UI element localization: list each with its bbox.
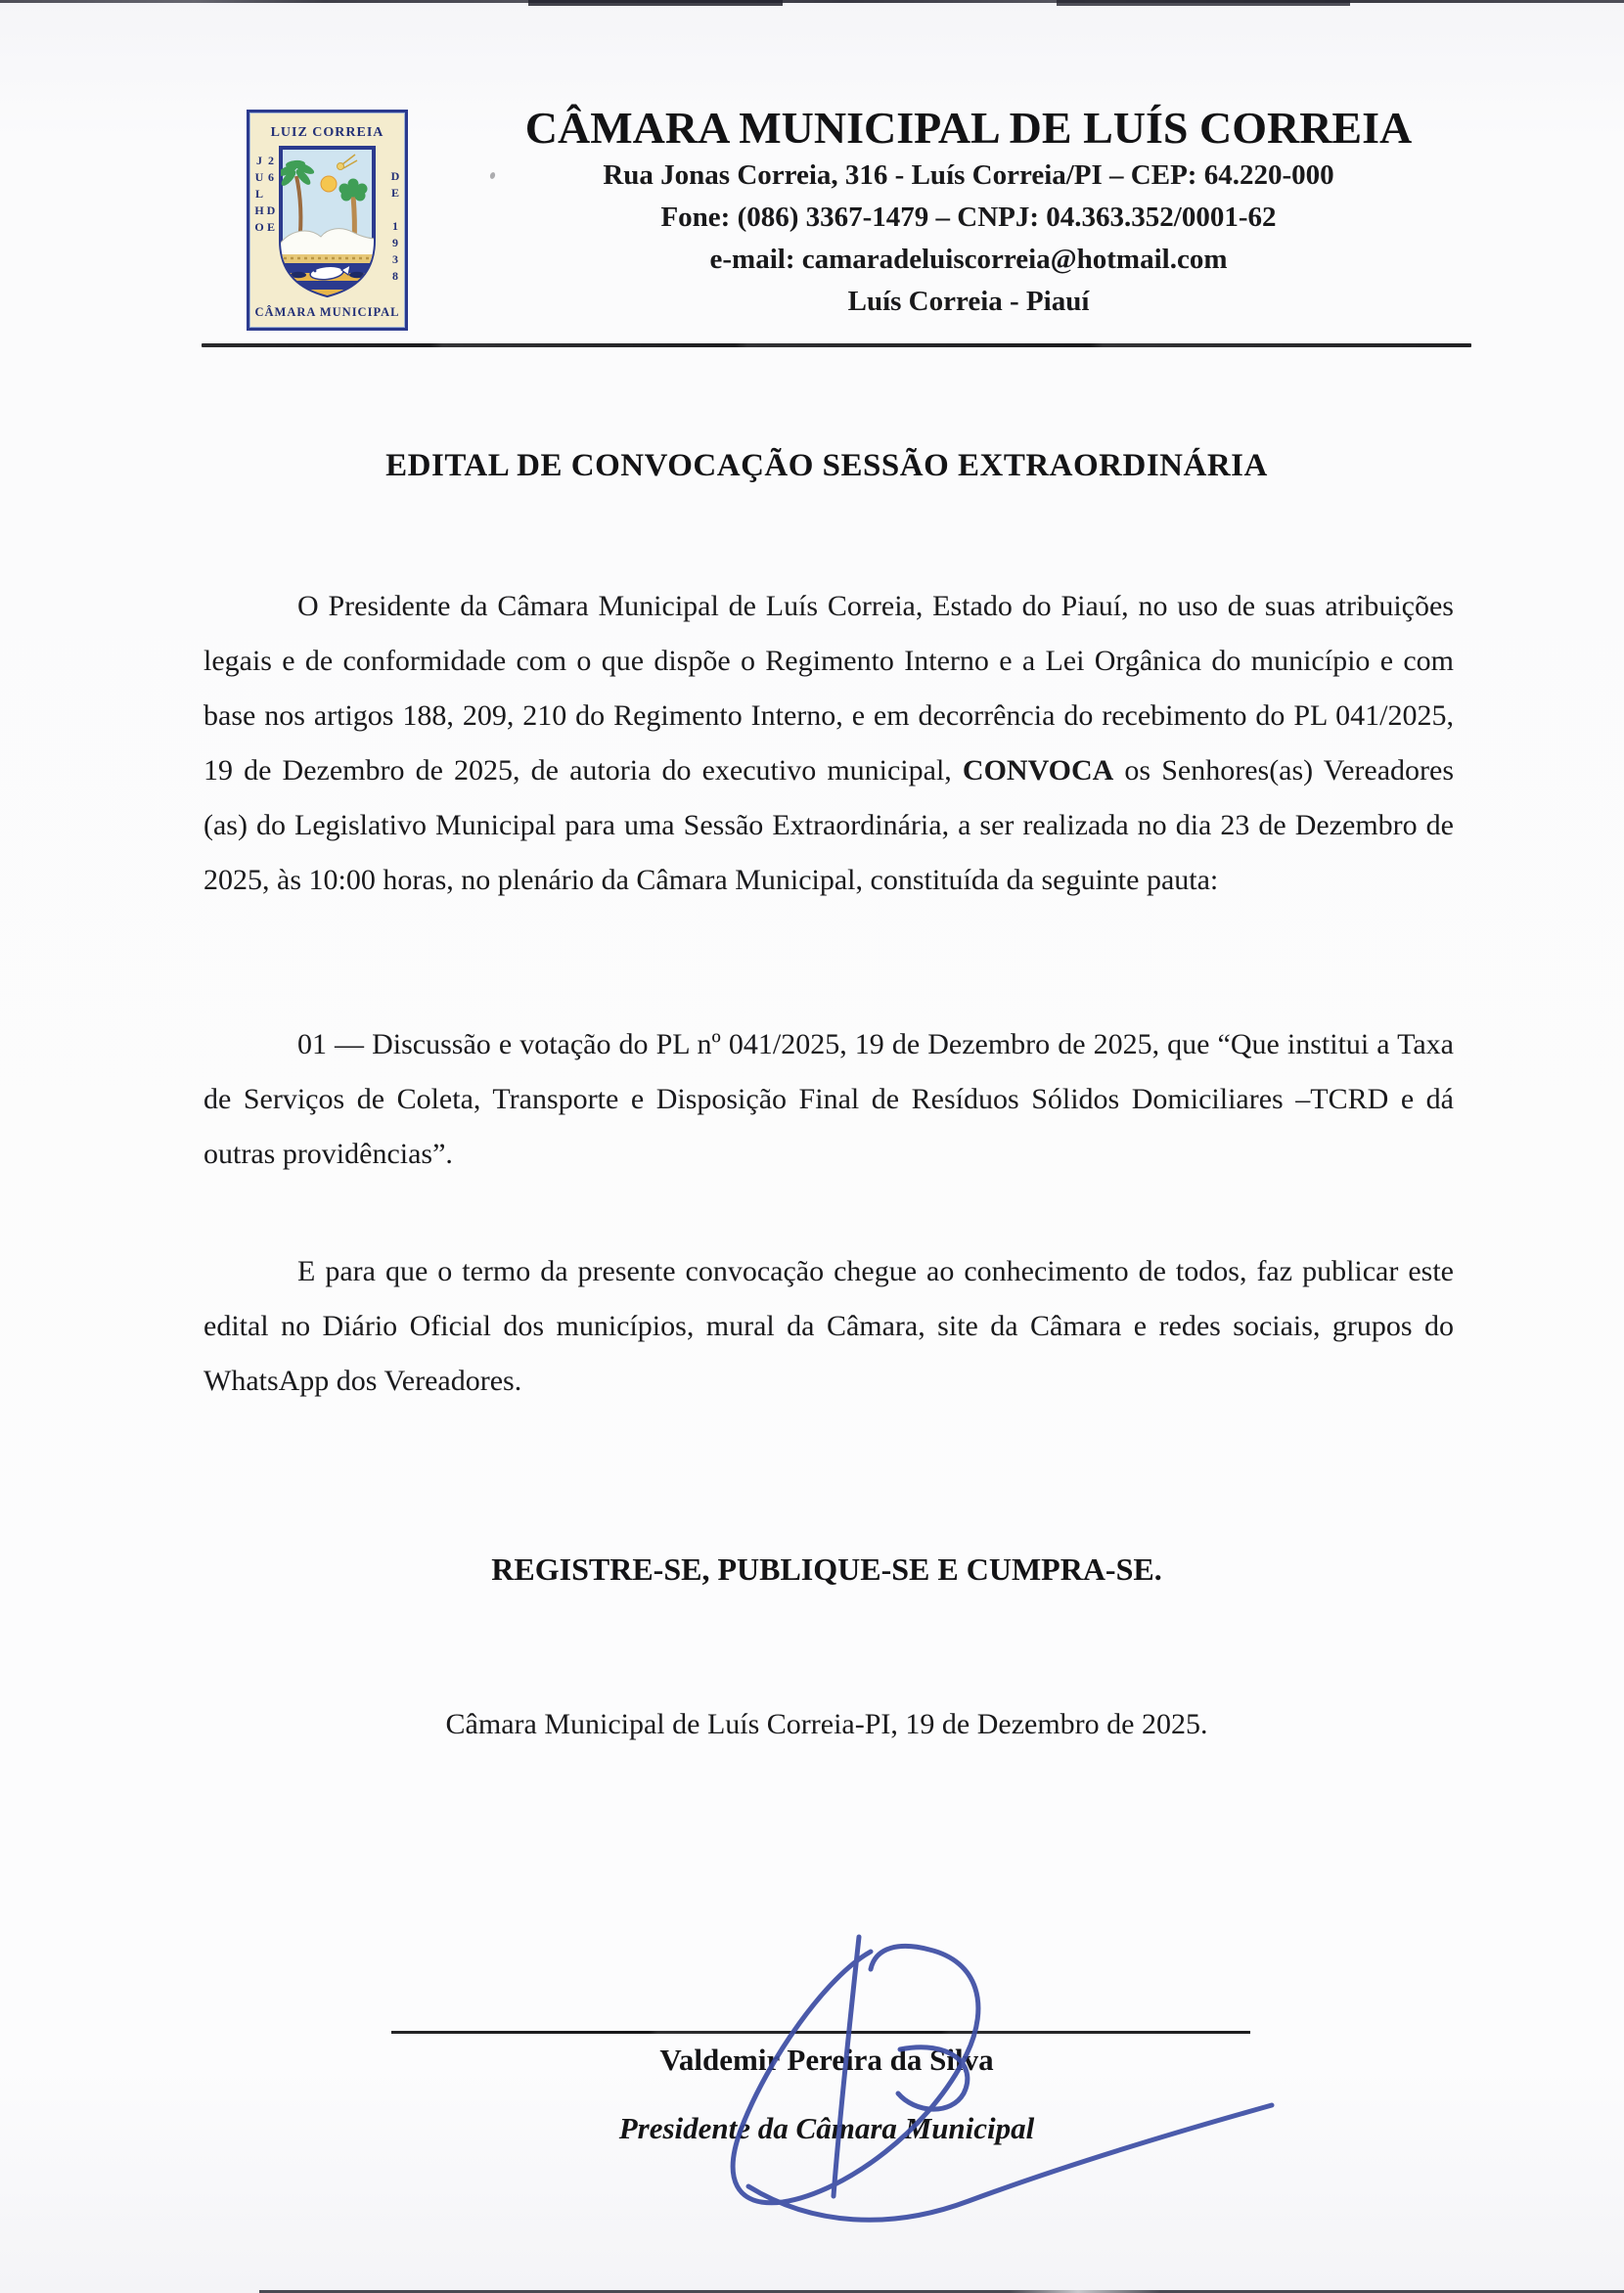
letterhead <box>411 102 1526 323</box>
municipal-seal <box>247 110 408 331</box>
signature-line <box>391 2031 1250 2034</box>
date-line: Câmara Municipal de Luís Correia-PI, 19 de Dezembro de 2025. <box>445 1708 1208 1740</box>
signatory-name: Valdemir Pereira da Silva <box>659 2043 994 2077</box>
org-phone-cnpj: Fone: (086) 3367-1479 – CNPJ: 04.363.352/0001-62 <box>660 202 1277 233</box>
order-line: REGISTRE-SE, PUBLIQUE-SE E CUMPRA-SE. <box>491 1551 1162 1587</box>
org-address: Rua Jonas Correia, 316 - Luís Correia/PI – CEP: 64.220-000 <box>603 159 1334 191</box>
scan-edge-top-segment <box>528 0 783 6</box>
document-title: EDITAL DE CONVOCAÇÃO SESSÃO EXTRAORDINÁRIA <box>385 448 1268 483</box>
scan-edge-top <box>0 0 1624 3</box>
org-city-state: Luís Correia - Piauí <box>847 286 1090 317</box>
seal-city-name: LUIZ CORREIA <box>270 125 384 140</box>
paragraph-convocation <box>203 579 1454 908</box>
org-name: CÂMARA MUNICIPAL DE LUÍS CORREIA <box>524 103 1413 153</box>
paragraph-convocation-text: O Presidente da Câmara Municipal de Luís Correia, Estado do Piauí, no uso de suas atribuições legais e de conformidade com o que dispõe o Regimento Interno e a Lei Orgânica do município e com base nos artigos 188, 209, 210 do Regimento Interno, e em decorrência do recebimento do PL 041/2025, 19 de Dezembro de 2025, de autoria do executivo municipal, <box>203 590 1454 787</box>
paragraph-publication: E para que o termo da presente convocação chegue ao conhecimento de todos, faz publicar este edital no Diário Oficial dos municípios, mural da Câmara, site da Câmara e redes sociais, grupos do WhatsApp dos Vereadores. <box>203 1255 1454 1397</box>
sand-strip <box>281 254 374 263</box>
paragraph-agenda-item: 01 — Discussão e votação do PL nº 041/2025, 19 de Dezembro de 2025, que “Que institui a Taxa de Serviços de Coleta, Transporte e Disposição Final de Resíduos Sólidos Domiciliares –TCRD e dá outras providências”. <box>203 1028 1454 1170</box>
seal-shield-icon <box>276 145 379 299</box>
letterhead-divider <box>202 343 1471 347</box>
org-email: e-mail: camaradeluiscorreia@hotmail.com <box>709 244 1228 275</box>
seal-org-label: CÂMARA MUNICIPAL <box>254 305 400 319</box>
convoca-emphasis: CONVOCA <box>962 754 1114 787</box>
seal-date-left: 26 DE JULHO <box>252 154 278 237</box>
sun-icon <box>321 176 337 192</box>
signatory-role: Presidente da Câmara Municipal <box>618 2111 1035 2145</box>
seal-date-right: DE 1938 <box>388 169 402 286</box>
scan-edge-top-segment <box>1057 0 1350 6</box>
paragraph-convocation-text-cont: os Senhores(as) Vereadores (as) do Legislativo Municipal para uma Sessão Extraordinária, a ser realizada no dia 23 de Dezembro de 2025, às 10:00 horas, no plenário da Câmara Municipal, constituída da seguinte pauta: <box>203 754 1454 896</box>
